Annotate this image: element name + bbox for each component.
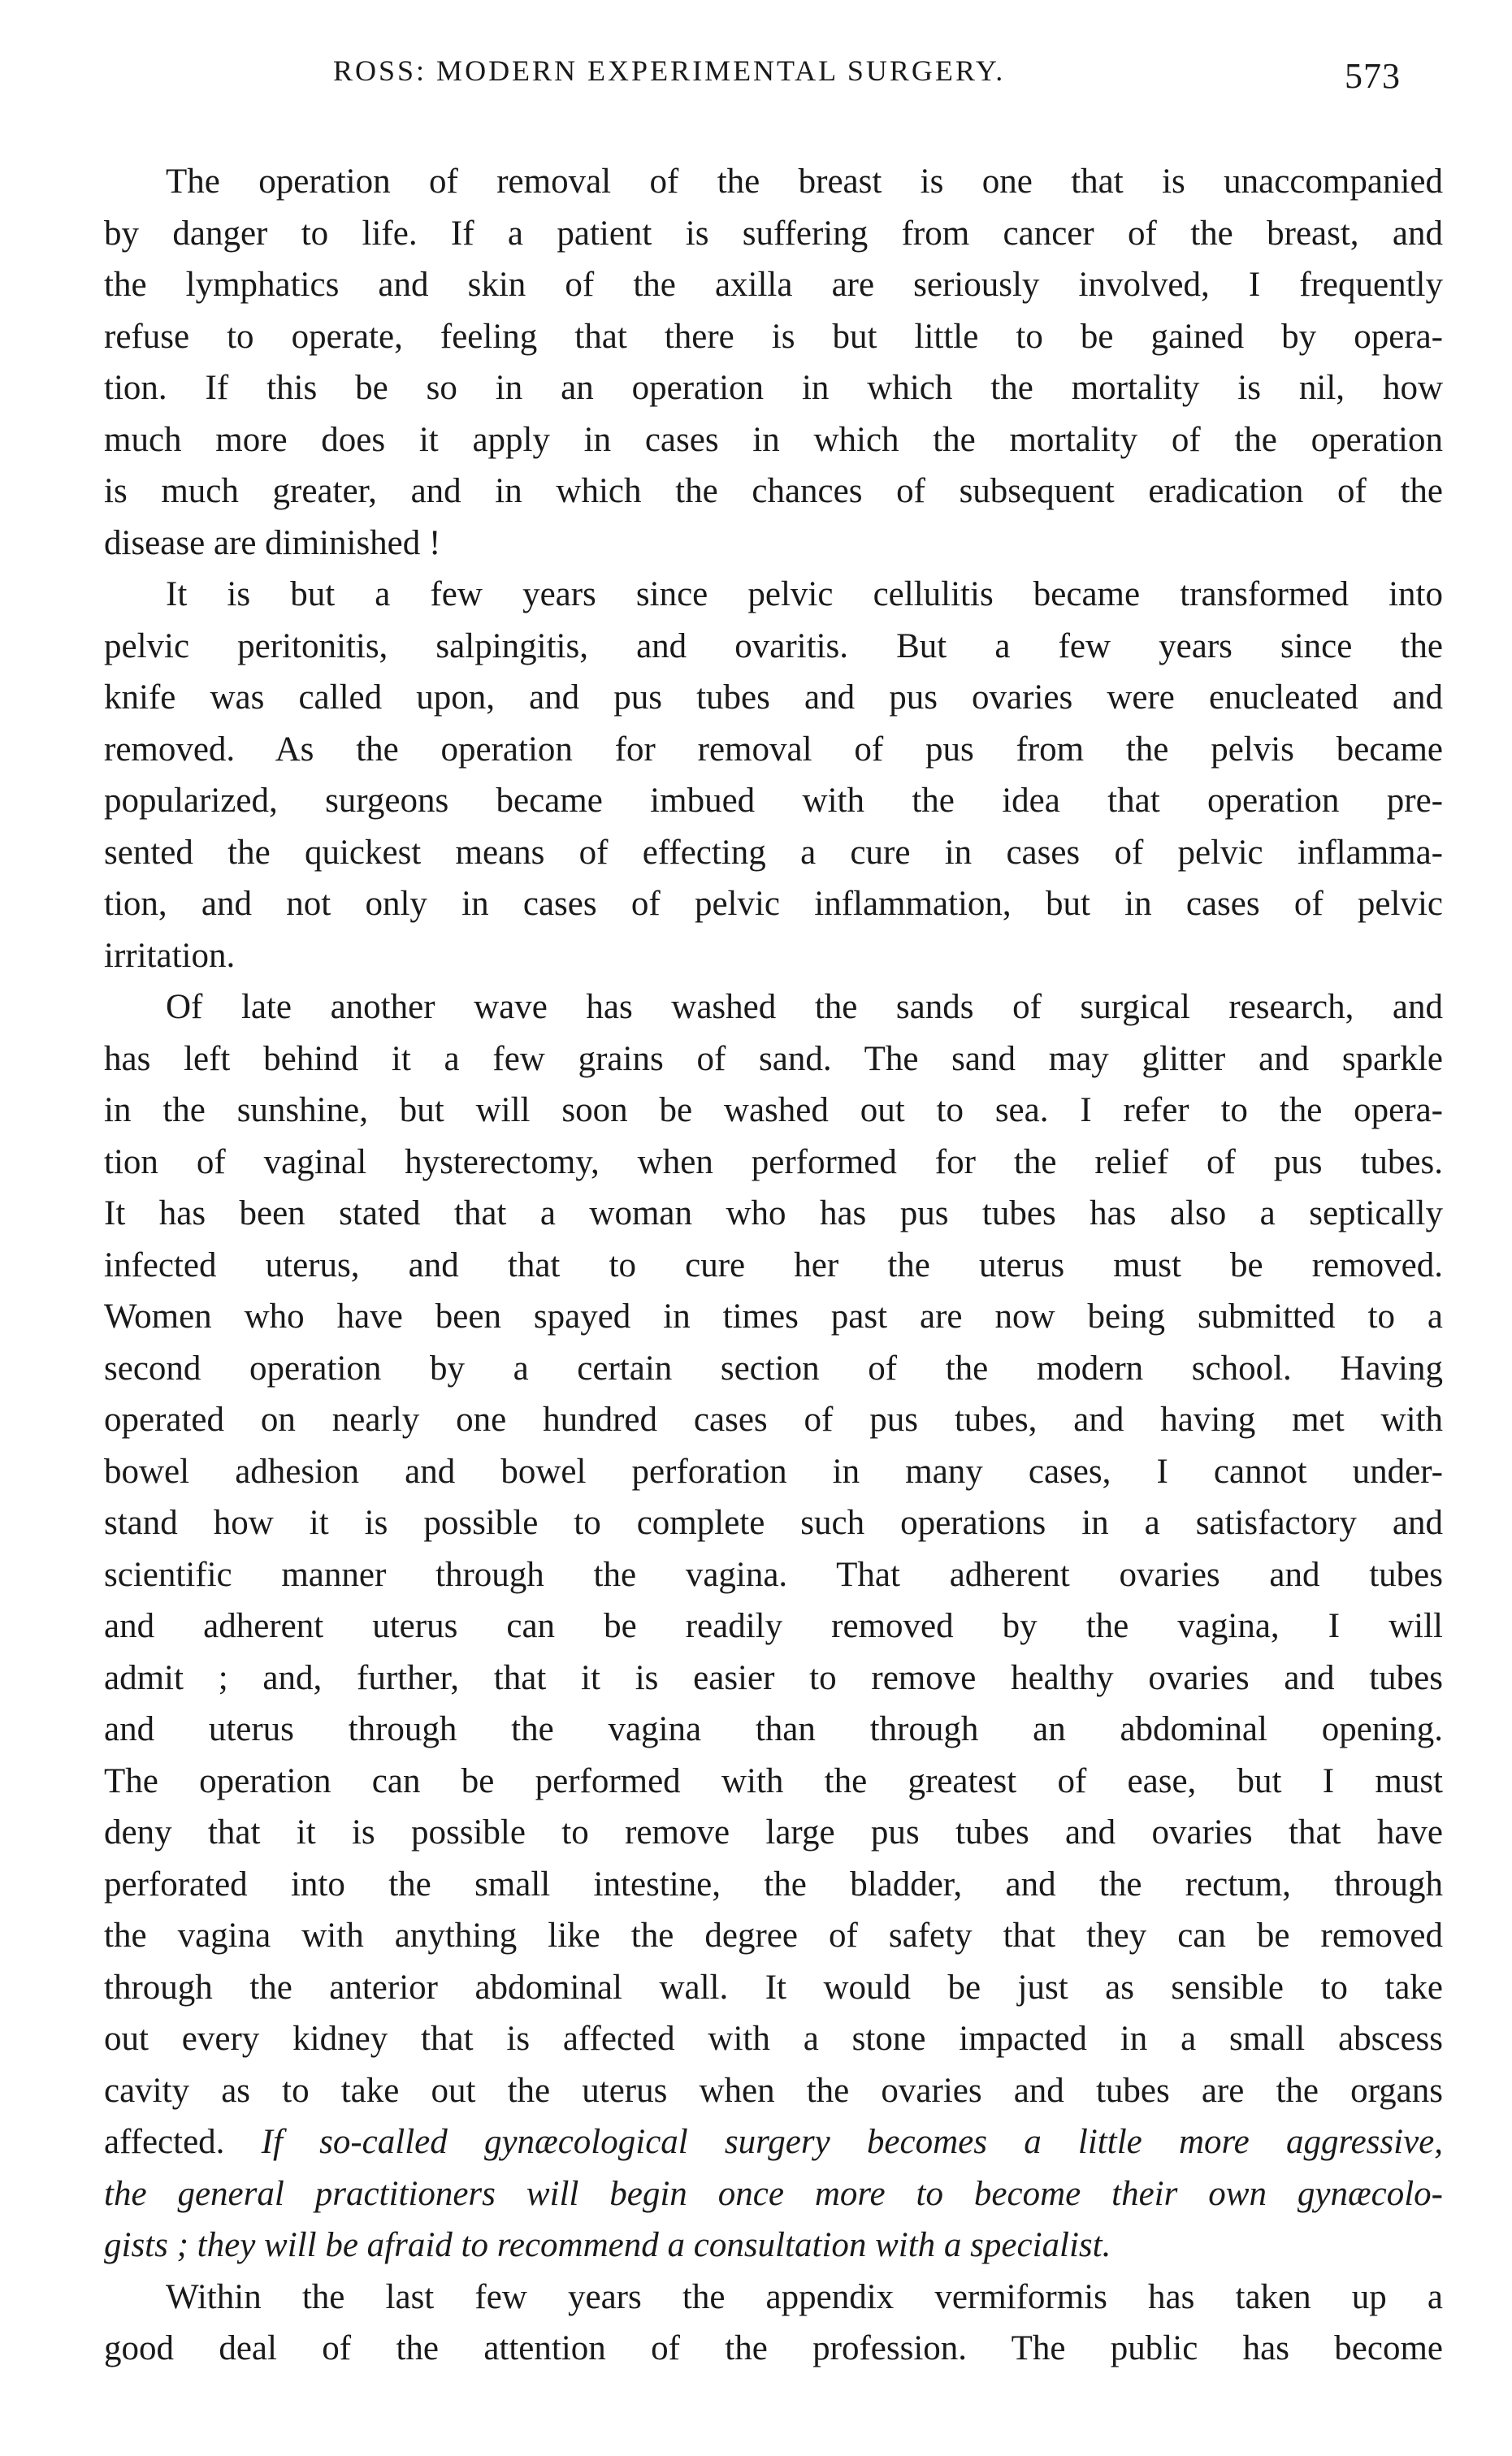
text-line: pelvic peritonitis, salpingitis, and ovaritis. But a few years since the (104, 626, 1443, 665)
text-line: deny that it is possible to remove large pus tubes and ovaries that have (104, 1813, 1443, 1852)
text-line: and adherent uterus can be readily removed by the vagina, I will (104, 1607, 1443, 1645)
paragraph (104, 569, 1443, 981)
text-line: bowel adhesion and bowel perforation in many cases, I cannot under- (104, 1452, 1443, 1491)
text-line: the general practitioners will begin once more to become their own gynæcolo- (104, 2174, 1443, 2213)
italic-run: If so-called gynæcological surgery becomes a little more aggressive, (261, 2123, 1443, 2161)
text-line: scientific manner through the vagina. That adherent ovaries and tubes (104, 1555, 1443, 1594)
text-line: in the sunshine, but will soon be washed out to sea. I refer to the opera- (104, 1091, 1443, 1129)
text-line: Of late another wave has washed the sands of surgical research, and (166, 988, 1443, 1026)
text-line: through the anterior abdominal wall. It would be just as sensible to take (104, 1968, 1443, 2007)
text-line: tion. If this be so in an operation in which the mortality is nil, how (104, 369, 1443, 407)
paragraph (104, 2272, 1443, 2375)
text-line: sented the quickest means of effecting a cure in cases of pelvic inflamma- (104, 833, 1443, 872)
text-line: admit ; and, further, that it is easier to remove healthy ovaries and tubes (104, 1658, 1443, 1697)
text-line: popularized, surgeons became imbued with the idea that operation pre- (104, 782, 1443, 820)
text-line: irritation. (104, 936, 236, 975)
text-line: Women who have been spayed in times past are now being submitted to a (104, 1297, 1443, 1336)
text-line: tion, and not only in cases of pelvic inflammation, but in cases of pelvic (104, 885, 1443, 923)
page-number: 573 (1345, 56, 1401, 96)
text-line: knife was called upon, and pus tubes and pus ovaries were enucleated and (104, 678, 1443, 717)
text-line: the vagina with anything like the degree of safety that they can be removed (104, 1917, 1443, 1955)
text-line: removed. As the operation for removal of pus from the pelvis became (104, 730, 1443, 769)
text-line: stand how it is possible to complete such operations in a satisfactory and (104, 1504, 1443, 1542)
text-line: gists ; they will be afraid to recommend a consultation with a specialist. (104, 2226, 1111, 2264)
text-line: good deal of the attention of the profession. The public has become (104, 2329, 1443, 2367)
body-text (104, 156, 1443, 2375)
running-head (0, 54, 1512, 110)
text-line: tion of vaginal hysterectomy, when performed for the relief of pus tubes. (104, 1142, 1443, 1181)
text-line: second operation by a certain section of the modern school. Having (104, 1349, 1443, 1388)
text-line: Within the last few years the appendix vermiformis has taken up a (166, 2277, 1443, 2316)
text-line: It is but a few years since pelvic cellulitis became transformed into (166, 575, 1443, 613)
text-line: It has been stated that a woman who has pus tubes has also a septically (104, 1194, 1443, 1232)
text-line: cavity as to take out the uterus when the ovaries and tubes are the organs (104, 2071, 1443, 2110)
paragraph (104, 156, 1443, 569)
text-line: operated on nearly one hundred cases of pus tubes, and having met with (104, 1401, 1443, 1439)
roman-run: affected. (104, 2123, 262, 2161)
text-line: is much greater, and in which the chances of subsequent eradication of the (104, 472, 1443, 510)
text-line: The operation of removal of the breast is one that is unaccompanied (166, 162, 1443, 201)
text-line: disease are diminished ! (104, 523, 441, 562)
running-title: ROSS: MODERN EXPERIMENTAL SURGERY. (333, 54, 1006, 87)
text-line: out every kidney that is affected with a stone impacted in a small abscess (104, 2020, 1443, 2058)
text-line: infected uterus, and that to cure her the uterus must be removed. (104, 1245, 1443, 1284)
text-line: refuse to operate, feeling that there is but little to be gained by opera- (104, 317, 1443, 356)
text-line: has left behind it a few grains of sand. The sand may glitter and sparkle (104, 1039, 1443, 1078)
text-line: The operation can be performed with the greatest of ease, but I must (104, 1761, 1443, 1800)
text-line: much more does it apply in cases in which the mortality of the operation (104, 420, 1443, 459)
paragraph (104, 981, 1443, 2272)
text-line: perforated into the small intestine, the bladder, and the rectum, through (104, 1865, 1443, 1904)
text-line: the lymphatics and skin of the axilla are seriously involved, I frequently (104, 266, 1443, 304)
text-line (104, 2116, 1443, 2168)
text-line: by danger to life. If a patient is suffering from cancer of the breast, and (104, 214, 1443, 253)
text-line: and uterus through the vagina than through an abdominal opening. (104, 1710, 1443, 1748)
